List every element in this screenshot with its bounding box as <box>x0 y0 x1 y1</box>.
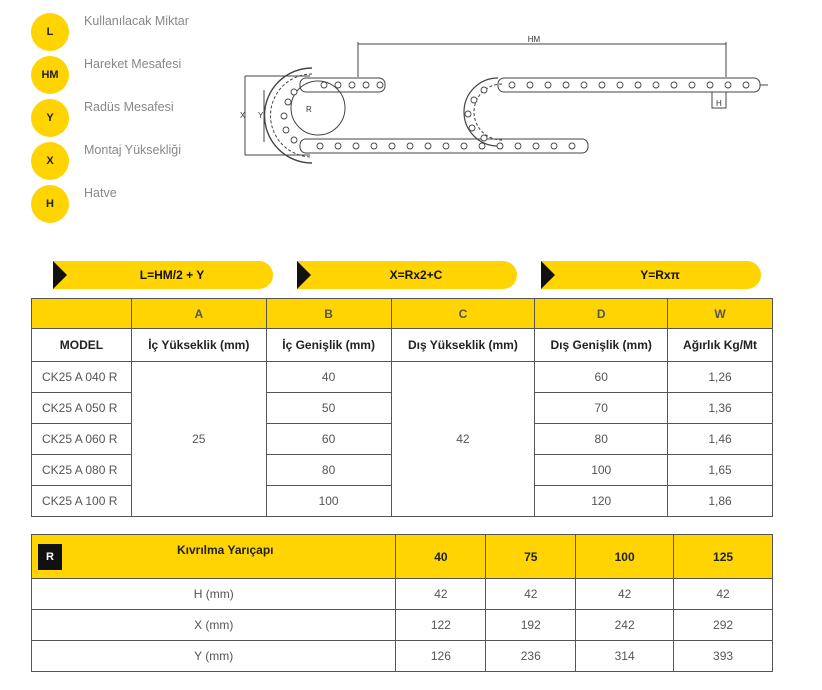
value-cell: 122 <box>396 610 486 641</box>
inner-height-cell: 25 <box>131 362 266 517</box>
legend-text-hm: Hareket Mesafesi <box>84 57 182 71</box>
cable-chain-diagram <box>240 32 780 172</box>
row-label: H (mm) <box>32 579 396 610</box>
r-label: R <box>306 105 312 114</box>
outer-width-cell: 80 <box>535 424 668 455</box>
radius-value-cell: 40 <box>396 535 486 579</box>
radius-value-cell: 125 <box>674 535 773 579</box>
radius-title-cell <box>32 535 396 579</box>
weight-cell: 1,86 <box>668 486 773 517</box>
header-cell: Dış Genişlik (mm) <box>535 329 668 362</box>
outer-width-cell: 60 <box>535 362 668 393</box>
value-cell: 42 <box>674 579 773 610</box>
formula-length-text: L=HM/2 + Y <box>139 268 205 282</box>
letter-cell: W <box>668 299 773 329</box>
formula-x <box>297 261 517 289</box>
badge-x: X <box>31 142 69 180</box>
value-cell: 192 <box>486 610 576 641</box>
radius-badge: R <box>38 544 62 570</box>
specs-table <box>31 298 773 517</box>
hm-label: HM <box>527 35 541 44</box>
specs-header-row <box>32 329 773 362</box>
inner-width-cell: 60 <box>266 424 391 455</box>
value-cell: 393 <box>674 641 773 672</box>
legend <box>0 0 220 240</box>
weight-cell: 1,36 <box>668 393 773 424</box>
arrow-icon <box>541 261 555 289</box>
header-cell: İç Yükseklik (mm) <box>131 329 266 362</box>
arrow-icon <box>297 261 311 289</box>
table-row <box>32 362 773 393</box>
radius-table <box>31 534 773 672</box>
model-cell: CK25 A 100 R <box>32 486 132 517</box>
radius-value-cell: 75 <box>486 535 576 579</box>
table-row <box>32 610 773 641</box>
header-cell: İç Genişlik (mm) <box>266 329 391 362</box>
letter-cell <box>32 299 132 329</box>
row-label: Y (mm) <box>32 641 396 672</box>
badge-y: Y <box>31 99 69 137</box>
inner-width-cell: 40 <box>266 362 391 393</box>
legend-text-y: Radüs Mesafesi <box>84 100 174 114</box>
y-label: Y <box>258 111 264 120</box>
value-cell: 242 <box>576 610 674 641</box>
arrow-icon <box>53 261 67 289</box>
inner-width-cell: 100 <box>266 486 391 517</box>
outer-width-cell: 120 <box>535 486 668 517</box>
letter-cell: D <box>535 299 668 329</box>
badge-l: L <box>31 13 69 51</box>
value-cell: 42 <box>486 579 576 610</box>
weight-cell: 1,65 <box>668 455 773 486</box>
formula-y <box>541 261 761 289</box>
badge-hm: HM <box>31 56 69 94</box>
weight-cell: 1,46 <box>668 424 773 455</box>
letter-cell: B <box>266 299 391 329</box>
value-cell: 126 <box>396 641 486 672</box>
legend-text-h: Hatve <box>84 186 117 200</box>
radius-header-row <box>32 535 773 579</box>
legend-text-x: Montaj Yüksekliği <box>84 143 182 157</box>
model-cell: CK25 A 080 R <box>32 455 132 486</box>
formula-length <box>53 261 273 289</box>
inner-width-cell: 80 <box>266 455 391 486</box>
inner-width-cell: 50 <box>266 393 391 424</box>
formula-y-text: Y=Rxπ <box>640 268 680 282</box>
header-cell: Ağırlık Kg/Mt <box>668 329 773 362</box>
model-cell: CK25 A 060 R <box>32 424 132 455</box>
badge-h: H <box>31 185 69 223</box>
outer-width-cell: 70 <box>535 393 668 424</box>
value-cell: 314 <box>576 641 674 672</box>
value-cell: 42 <box>396 579 486 610</box>
formula-x-text: X=Rx2+C <box>389 268 443 282</box>
specs-letter-row <box>32 299 773 329</box>
h-label: H <box>716 99 722 108</box>
value-cell: 42 <box>576 579 674 610</box>
radius-title: Kıvrılma Yarıçapı <box>177 543 274 557</box>
model-cell: CK25 A 050 R <box>32 393 132 424</box>
outer-width-cell: 100 <box>535 455 668 486</box>
x-label: X <box>240 111 246 120</box>
model-cell: CK25 A 040 R <box>32 362 132 393</box>
header-cell: MODEL <box>32 329 132 362</box>
row-label: X (mm) <box>32 610 396 641</box>
value-cell: 236 <box>486 641 576 672</box>
table-row <box>32 641 773 672</box>
weight-cell: 1,26 <box>668 362 773 393</box>
header-cell: Dış Yükseklik (mm) <box>391 329 535 362</box>
value-cell: 292 <box>674 610 773 641</box>
outer-height-cell: 42 <box>391 362 535 517</box>
letter-cell: C <box>391 299 535 329</box>
radius-value-cell: 100 <box>576 535 674 579</box>
letter-cell: A <box>131 299 266 329</box>
legend-text-l: Kullanılacak Miktar <box>84 14 189 28</box>
table-row <box>32 579 773 610</box>
